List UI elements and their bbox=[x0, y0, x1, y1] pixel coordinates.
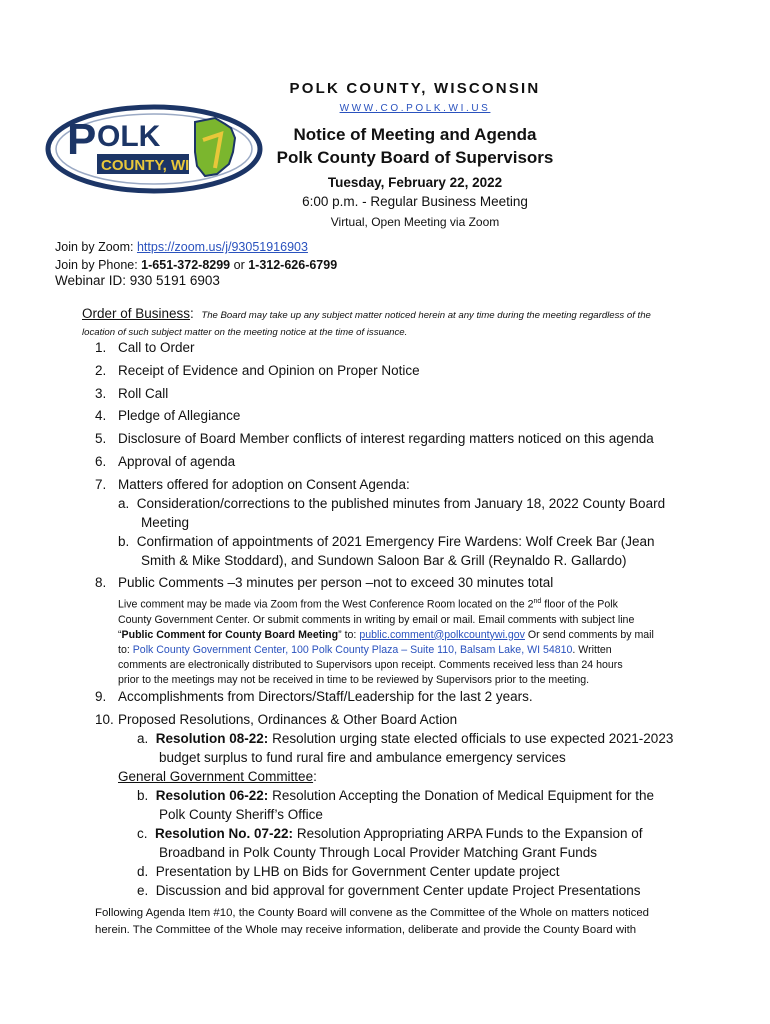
join-phone-line bbox=[55, 258, 337, 272]
public-comment-email-link[interactable]: public.comment@polkcountywi.gov bbox=[359, 628, 525, 641]
following-paragraph bbox=[95, 905, 695, 939]
item-number: 10. bbox=[95, 712, 114, 727]
pc-text: “ bbox=[118, 628, 122, 641]
agenda-item-6 bbox=[95, 454, 235, 469]
notice-heading: Notice of Meeting and Agenda bbox=[293, 125, 537, 144]
item-number: 2. bbox=[95, 363, 107, 378]
item-text: Accomplishments from Directors/Staff/Leadership for the last 2 years. bbox=[118, 689, 533, 704]
pc-line-4 bbox=[118, 643, 708, 658]
item-text: Matters offered for adoption on Consent Agenda: bbox=[118, 477, 410, 492]
meeting-date: Tuesday, February 22, 2022 bbox=[327, 175, 503, 190]
pc-text: to: bbox=[118, 643, 133, 656]
agenda-item-7a-cont: Meeting bbox=[141, 515, 190, 530]
meeting-time: 6:00 p.m. - Regular Business Meeting bbox=[302, 194, 528, 209]
ggc-colon: : bbox=[313, 769, 317, 784]
sub-text: Resolution Accepting the Donation of Medical Equipment for the bbox=[268, 788, 655, 803]
join-zoom-line bbox=[55, 240, 308, 254]
public-comment-details bbox=[118, 594, 708, 688]
logo-olk: OLK bbox=[97, 120, 161, 153]
ggc-label: General Government Committee bbox=[118, 769, 314, 784]
item-number: 5. bbox=[95, 431, 107, 446]
agenda-item-7b bbox=[118, 534, 655, 549]
item-number: 3. bbox=[95, 386, 107, 401]
pc-address: Polk County Government Center, 100 Polk County Plaza – Suite 110, Balsam Lake, WI 54810 bbox=[132, 643, 573, 656]
agenda-item-7 bbox=[95, 477, 410, 492]
phone-or: or bbox=[230, 258, 249, 272]
sub-text: Confirmation of appointments of 2021 Emergency Fire Wardens: Wolf Creek Bar (Jean bbox=[136, 534, 655, 549]
sub-marker: c. bbox=[137, 826, 148, 841]
agenda-item-9 bbox=[95, 689, 533, 704]
meeting-format: Virtual, Open Meeting via Zoom bbox=[330, 215, 500, 229]
agenda-item-10e bbox=[137, 883, 641, 898]
pc-text: Live comment may be made via Zoom from the West Conference Room located on the 2 bbox=[118, 598, 534, 611]
sub-marker: d. bbox=[137, 864, 149, 879]
agenda-item-10a bbox=[137, 731, 673, 746]
item-text: Call to Order bbox=[118, 340, 195, 355]
pc-text: ” to: bbox=[338, 628, 360, 641]
agenda-item-10 bbox=[95, 712, 457, 727]
webinar-id: Webinar ID: 930 5191 6903 bbox=[55, 273, 220, 288]
resolution-number: Resolution 06-22: bbox=[155, 788, 269, 803]
item-text: Approval of agenda bbox=[118, 454, 236, 469]
agenda-item-8 bbox=[95, 575, 553, 590]
pc-sup: nd bbox=[533, 598, 542, 605]
following-line-2: herein. The Committee of the Whole may receive information, deliberate and provide the County Board with bbox=[95, 924, 637, 936]
agenda-item-7b-cont: Smith & Mike Stoddard), and Sundown Saloon Bar & Grill (Reynaldo R. Gallardo) bbox=[141, 553, 627, 568]
agenda-item-10b-cont: Polk County Sheriff’s Office bbox=[159, 807, 323, 822]
sub-marker: e. bbox=[137, 883, 149, 898]
sub-marker: a. bbox=[137, 731, 149, 746]
item-text: Roll Call bbox=[118, 386, 169, 401]
agenda-item-1 bbox=[95, 340, 695, 355]
resolution-number: Resolution No. 07-22: bbox=[155, 826, 294, 841]
pc-line-6: prior to the meetings may not be received in time to be reviewed by Supervisors prior to the meeting. bbox=[118, 673, 590, 686]
join-phone-label: Join by Phone: bbox=[55, 258, 142, 272]
pc-line-5: comments are electronically distributed to Supervisors upon receipt. Comments received less than 24 hours bbox=[118, 658, 623, 671]
item-number: 7. bbox=[95, 477, 107, 492]
sub-marker: a. bbox=[118, 496, 130, 511]
resolution-number: Resolution 08-22: bbox=[155, 731, 269, 746]
order-label: Order of Business bbox=[82, 306, 191, 321]
order-note-1: The Board may take up any subject matter noticed herein at any time during the meeting regardless of the bbox=[201, 310, 651, 321]
item-number: 4. bbox=[95, 408, 107, 423]
sub-text: Presentation by LHB on Bids for Government Center update project bbox=[155, 864, 560, 879]
agenda-item-5 bbox=[95, 431, 654, 446]
pc-line-2: County Government Center. Or submit comments in writing by email or mail. Email comments with subject line bbox=[118, 613, 635, 626]
following-line-1: Following Agenda Item #10, the County Board will convene as the Committee of the Whole on matters noticed bbox=[95, 907, 650, 919]
agenda-item-7a bbox=[118, 496, 665, 511]
item-number: 6. bbox=[95, 454, 107, 469]
sub-marker: b. bbox=[118, 534, 130, 549]
logo-county-wi: COUNTY, WI bbox=[101, 157, 190, 174]
website-link[interactable]: WWW.CO.POLK.WI.US bbox=[339, 103, 491, 114]
phone-number-2: 1-312-626-6799 bbox=[248, 258, 338, 272]
order-note-2: location of such subject matter on the meeting notice at the time of issuance. bbox=[82, 327, 408, 338]
agenda-item-10c bbox=[137, 826, 643, 841]
ggc-heading bbox=[118, 769, 317, 784]
pc-line-3 bbox=[118, 628, 708, 643]
agenda-item-2 bbox=[95, 363, 420, 378]
pc-text: . Written bbox=[572, 643, 612, 656]
item-number: 1. bbox=[95, 340, 107, 355]
join-zoom-label: Join by Zoom: bbox=[55, 240, 137, 254]
pc-text: Or send comments by mail bbox=[524, 628, 654, 641]
agenda-item-3 bbox=[95, 386, 168, 401]
item-text: Public Comments –3 minutes per person –not to exceed 30 minutes total bbox=[118, 575, 554, 590]
sub-text: Discussion and bid approval for government Center update Project Presentations bbox=[155, 883, 641, 898]
item-text: Receipt of Evidence and Opinion on Proper Notice bbox=[118, 363, 420, 378]
county-title: POLK COUNTY, WISCONSIN bbox=[289, 80, 541, 97]
item-text: Proposed Resolutions, Ordinances & Other Board Action bbox=[118, 712, 458, 727]
item-number: 9. bbox=[95, 689, 107, 704]
item-text: Pledge of Allegiance bbox=[118, 408, 241, 423]
logo-letter-p: P bbox=[67, 115, 97, 164]
sub-text: Consideration/corrections to the published minutes from January 18, 2022 County Board bbox=[136, 496, 666, 511]
pc-line-1 bbox=[118, 594, 708, 613]
agenda-item-10d bbox=[137, 864, 560, 879]
item-number: 8. bbox=[95, 575, 107, 590]
agenda-item-10a-cont: budget surplus to fund rural fire and ambulance emergency services bbox=[159, 750, 566, 765]
sub-text: Resolution urging state elected officials to use expected 2021-2023 bbox=[268, 731, 674, 746]
item-text: Disclosure of Board Member conflicts of interest regarding matters noticed on this agenda bbox=[118, 431, 654, 446]
agenda-item-10c-cont: Broadband in Polk County Through Local Provider Matching Grant Funds bbox=[159, 845, 597, 860]
sub-marker: b. bbox=[137, 788, 149, 803]
phone-number-1: 1-651-372-8299 bbox=[141, 258, 231, 272]
order-of-business bbox=[82, 305, 702, 341]
order-colon: : bbox=[190, 306, 194, 321]
pc-text: floor of the Polk bbox=[541, 598, 618, 611]
sub-text: Resolution Appropriating ARPA Funds to the Expansion of bbox=[293, 826, 643, 841]
board-heading: Polk County Board of Supervisors bbox=[276, 148, 554, 167]
agenda-item-4 bbox=[95, 408, 240, 423]
agenda-item-10b bbox=[137, 788, 654, 803]
pc-subject: Public Comment for County Board Meeting bbox=[121, 628, 339, 641]
zoom-link[interactable]: https://zoom.us/j/93051916903 bbox=[136, 240, 308, 254]
